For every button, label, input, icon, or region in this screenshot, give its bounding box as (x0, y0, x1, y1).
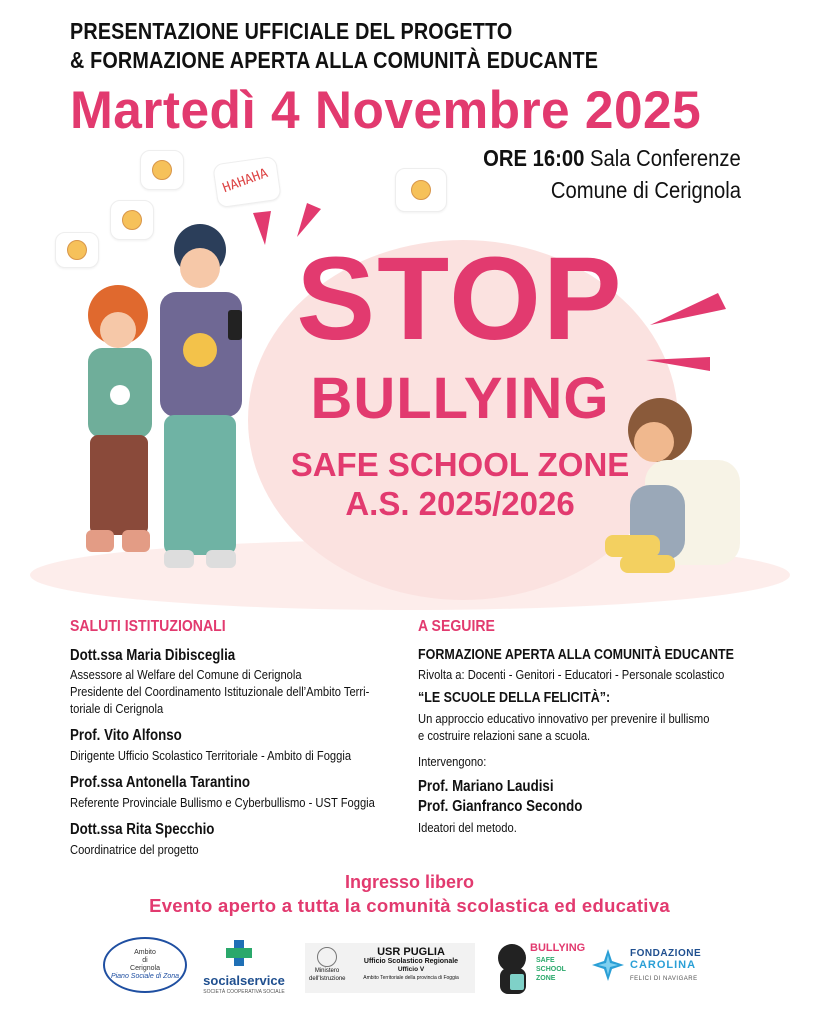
following-title: A SEGUIRE (418, 618, 495, 635)
method-desc: e costruire relazioni sane a scuola. (418, 728, 591, 743)
training-title: FORMAZIONE APERTA ALLA COMUNITÀ EDUCANTE (418, 647, 734, 663)
speakers-label: Intervengono: (418, 754, 487, 769)
girl-silhouette-icon (492, 940, 530, 996)
usr-puglia-logo (305, 943, 475, 993)
emoji-bubble-4 (395, 168, 447, 212)
safe-school-zone: SAFE SCHOOL ZONE (290, 446, 630, 483)
sb-safe: SAFE (536, 957, 555, 964)
haha-text: HAHAHA (220, 165, 271, 197)
emblem-icon (317, 947, 337, 967)
event-place: Comune di Cerignola (550, 177, 741, 203)
usr-title: USR PUGLIA (377, 946, 445, 958)
sb-bullying: BULLYING (530, 942, 586, 954)
header-line-1: PRESENTAZIONE UFFICIALE DEL PROGETTO (70, 18, 513, 44)
star-icon (590, 947, 626, 983)
event-venue: Sala Conferenze (590, 145, 741, 171)
sb-zone: ZONE (536, 975, 556, 982)
speaker-name-laudisi: Prof. Mariano Laudisi (418, 778, 554, 795)
event-date: Martedì 4 Novembre 2025 (70, 81, 702, 140)
speaker-role: Coordinatrice del progetto (70, 842, 199, 857)
emoji-bubble-1 (140, 150, 184, 190)
method-desc: Un approccio educativo innovativo per prevenire il bullismo (418, 711, 710, 726)
bullies-illustration (60, 220, 270, 590)
ministry-block (309, 947, 345, 983)
usr-text (349, 946, 473, 982)
ambito-cerignola-logo (103, 937, 187, 993)
sb-school: SCHOOL (536, 966, 566, 973)
institutional-greetings-title: SALUTI ISTITUZIONALI (70, 618, 226, 635)
speaker-name-alfonso: Prof. Vito Alfonso (70, 727, 182, 744)
stop-bullying-logo (492, 940, 586, 996)
fc-tagline: FELICI DI NAVIGARE (630, 976, 698, 982)
ambito-city: Cerignola (130, 965, 160, 972)
open-event: Evento aperto a tutta la comunità scolastica ed educativa (149, 895, 670, 916)
stop-title: STOP (296, 233, 624, 365)
socialservice-sub: SOCIETÀ COOPERATIVA SOCIALE (203, 989, 285, 995)
event-time: ORE 16:00 (483, 145, 585, 171)
ambito-di: di (142, 957, 148, 964)
ambito-label: Ambito (134, 949, 156, 956)
ministry-label-2: dell'Istruzione (309, 976, 346, 982)
header-line-2: & FORMAZIONE APERTA ALLA COMUNITÀ EDUCANTE (70, 47, 599, 73)
speaker-role: Presidente del Coordinamento Istituzionale dell’Ambito Terri- (70, 684, 370, 699)
speaker-name-dibisceglia: Dott.ssa Maria Dibisceglia (70, 647, 236, 664)
usr-ambito: Ambito Territoriale della provincia di Foggia (363, 975, 459, 981)
fondazione-carolina-logo (590, 945, 710, 989)
bullying-title: BULLYING (310, 366, 610, 431)
laughing-face-icon (152, 160, 172, 180)
ministry-label: Ministero (314, 968, 340, 974)
usr-office: Ufficio V (397, 966, 425, 973)
speaker-role: toriale di Cerignola (70, 701, 164, 716)
socialservice-name: socialservice (203, 973, 285, 988)
socialservice-logo (202, 938, 286, 994)
school-year: A.S. 2025/2026 (345, 485, 575, 522)
speaker-name-specchio: Dott.ssa Rita Specchio (70, 821, 215, 838)
fc-carolina: CAROLINA (630, 959, 697, 971)
speaker-name-tarantino: Prof.ssa Antonella Tarantino (70, 774, 250, 791)
free-entry: Ingresso libero (344, 872, 475, 892)
speakers-desc: Ideatori del metodo. (418, 820, 517, 835)
fc-fondazione: FONDAZIONE (630, 948, 702, 959)
speaker-role: Dirigente Ufficio Scolastico Territoriale - Ambito di Foggia (70, 748, 352, 763)
event-time-venue (483, 145, 741, 172)
speaker-name-secondo: Prof. Gianfranco Secondo (418, 798, 583, 815)
training-target: Rivolta a: Docenti - Genitori - Educatori - Personale scolastico (418, 667, 725, 682)
ambito-plan: Piano Sociale di Zona (110, 973, 180, 980)
usr-subtitle: Ufficio Scolastico Regionale (363, 958, 459, 965)
speaker-role: Assessore al Welfare del Comune di Cerignola (70, 667, 302, 682)
method-title: “LE SCUOLE DELLA FELICITÀ”: (418, 690, 611, 706)
laughing-face-icon (411, 180, 431, 200)
speaker-role: Referente Provinciale Bullismo e Cyberbullismo - UST Foggia (70, 795, 375, 810)
victim-illustration (590, 390, 760, 590)
haha-bubble (212, 156, 282, 208)
cross-icon (202, 938, 286, 968)
